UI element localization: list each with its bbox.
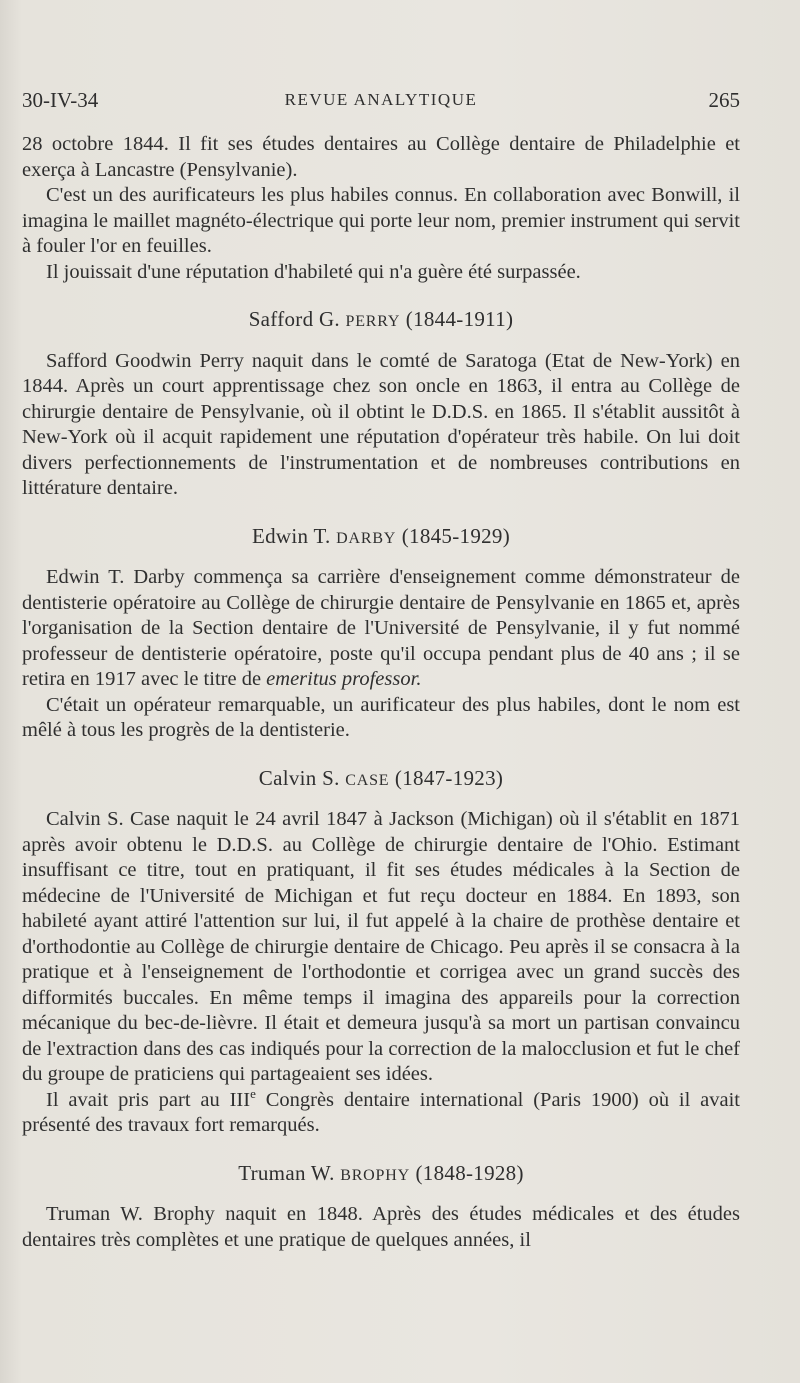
- running-header: [22, 88, 740, 120]
- darby-paragraph-2: C'était un opérateur remarquable, un aurificateur des plus habiles, dont le nom est mêlé à tous les progrès de la dentisterie.: [22, 693, 740, 741]
- heading-first-name: Edwin T.: [251, 523, 331, 548]
- heading-first-name: Safford G.: [248, 307, 340, 331]
- section-heading-darby: [22, 524, 740, 552]
- case-paragraph-2-end: Congrès dentaire international (Paris 1900) où il avait présenté des travaux fort remarqués.: [22, 1088, 741, 1136]
- case-paragraph-2: [22, 1085, 741, 1139]
- intro-paragraph-3: Il jouissait d'une réputation d'habileté qui n'a guère été surpassée.: [46, 260, 581, 283]
- heading-first-name: Calvin S.: [258, 765, 340, 790]
- heading-surname: DARBY: [336, 529, 397, 547]
- heading-surname: CASE: [345, 771, 390, 789]
- heading-first-name: Truman W.: [238, 1160, 335, 1185]
- darby-title-italic: emeritus professor.: [266, 668, 422, 690]
- case-paragraph-2-start: Il avait pris part au III: [46, 1088, 251, 1111]
- darby-paragraph-1-text: Edwin T. Darby commença sa carrière d'enseignement comme démonstrateur de dentisterie opératoire au Collège de chirurgie dentaire de Pensylvanie en 1865 et, après l'organisation de la Section dentaire de l'Université de Pensylvanie, il y fut nommé professeur de dentisterie opératoire, poste qu'il occupa pendant plus de 40 ans ; il se retira en 1917 avec le titre de: [22, 566, 740, 690]
- header-date: 30-IV-34: [22, 88, 99, 112]
- section-heading-brophy: [22, 1161, 740, 1189]
- page-number: 265: [708, 88, 740, 112]
- intro-paragraph-1: 28 octobre 1844. Il fit ses études dentaires au Collège dentaire de Philadelphie et exerça à Lancastre (Pensylvanie).: [22, 133, 740, 181]
- heading-years: (1845-1929): [401, 523, 511, 548]
- case-paragraph-1: Calvin S. Case naquit le 24 avril 1847 à Jackson (Michigan) où il s'établit en 1871 après avoir obtenu le D.D.S. au Collège de chirurgie dentaire de l'Ohio. Estimant insuffisant ce titre, tout en pratiquant, il fit ses études médicales à la Section de médecine de l'Université de Michigan et fut reçu docteur en 1884. En 1893, son habileté ayant attiré l'attention sur lui, il fut appelé à la chaire de prothèse dentaire et d'orthodontie au Collège de chirurgie dentaire de Chicago. Peu après il se consacra à la pratique et à l'enseignement de l'orthodontie et corrigea avec un grand succès des difformités buccales. En même temps il imagina des appareils pour la correction mécanique du bec-de-lièvre. Il était et demeura jusqu'à sa mort un partisan convaincu de l'extraction dans des cas indiqués pour la correction de la malocclusion et fut le chef du groupe de praticiens qui partageaient ses idées.: [22, 808, 740, 1085]
- section-heading-perry: [22, 307, 740, 335]
- heading-surname: BROPHY: [340, 1166, 410, 1184]
- section-heading-case: [22, 766, 740, 794]
- heading-surname: PERRY: [345, 313, 401, 330]
- ordinal-superscript: e: [250, 1085, 256, 1101]
- heading-years: (1848-1928): [415, 1160, 524, 1185]
- intro-paragraph-2: C'est un des aurificateurs les plus habiles connus. En collaboration avec Bonwill, il imagina le maillet magnéto-électrique qui porte leur nom, premier instrument qui servit à fouler l'or en feuilles.: [22, 184, 740, 257]
- perry-paragraph-1: Safford Goodwin Perry naquit dans le comté de Saratoga (Etat de New-York) en 1844. Après un court apprentissage chez son oncle en 1863, il entra au Collège de chirurgie dentaire de Pensylvanie, où il obtint le D.D.S. en 1865. Il s'établit aussitôt à New-York où il acquit rapidement une réputation d'opérateur très habile. On lui doit divers perfectionnements de l'instrumentation et de nombreuses contributions en littérature dentaire.: [22, 349, 740, 499]
- heading-years: (1844-1911): [405, 307, 514, 331]
- heading-years: (1847-1923): [394, 765, 504, 790]
- header-title: REVUE ANALYTIQUE: [284, 90, 478, 109]
- darby-paragraph-1: [22, 565, 740, 693]
- brophy-paragraph-1: Truman W. Brophy naquit en 1848. Après des études médicales et des études dentaires très complètes et une pratique de quelques années, il: [22, 1203, 740, 1251]
- article-body: [22, 132, 740, 1253]
